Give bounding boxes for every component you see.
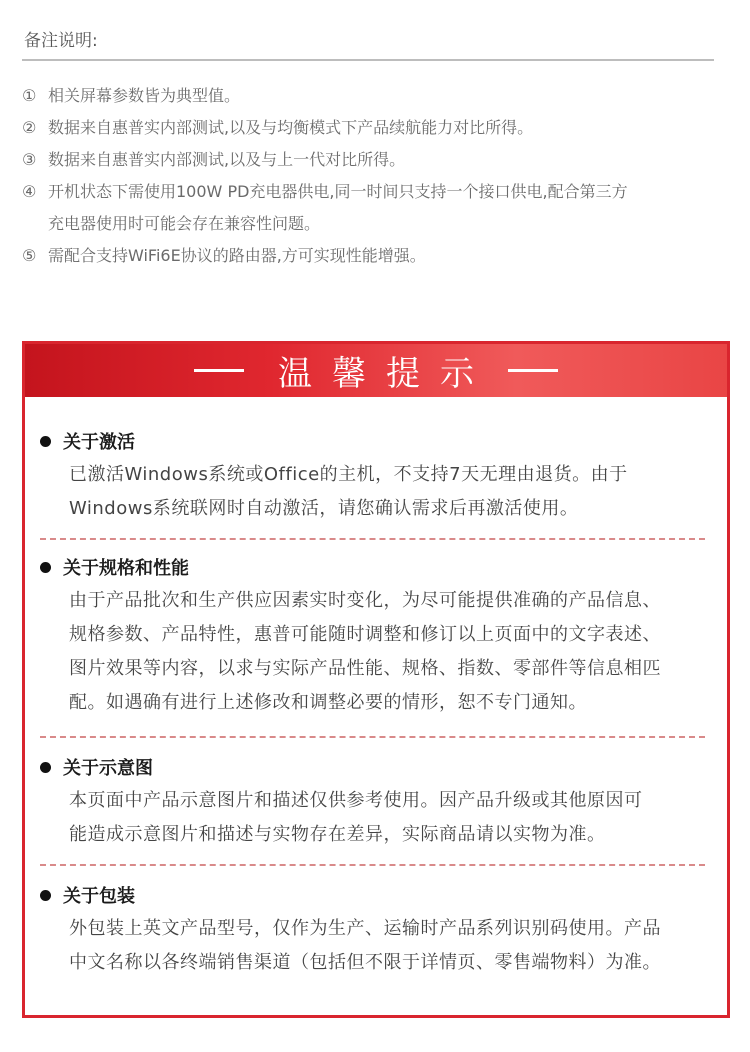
section-activation — [40, 428, 715, 526]
note-item — [22, 112, 722, 144]
bullet-icon — [40, 890, 51, 901]
body-line: 规格参数、产品特性，惠普可能随时调整和修订以上页面中的文字表述、 — [69, 624, 661, 645]
note-text: 相关屏幕参数皆为典型值。 — [48, 86, 241, 105]
body-line: Windows系统联网时自动激活，请您确认需求后再激活使用。 — [69, 498, 579, 519]
body-line: 已激活Windows系统或Office的主机，不支持7天无理由退货。由于 — [69, 464, 628, 485]
body-line: 中文名称以各终端销售渠道（包括但不限于详情页、零售端物料）为准。 — [69, 952, 661, 973]
body-line: 由于产品批次和生产供应因素实时变化，为尽可能提供准确的产品信息、 — [69, 590, 661, 611]
tips-title: 温馨提示 — [278, 354, 494, 394]
banner-dash-right — [508, 369, 558, 372]
body-line: 配。如遇确有进行上述修改和调整必要的情形，恕不专门通知。 — [69, 692, 587, 713]
note-continuation: 充电器使用时可能会存在兼容性问题。 — [48, 214, 321, 233]
section-heading — [40, 428, 715, 458]
section-diagram — [40, 754, 715, 852]
bullet-icon — [40, 762, 51, 773]
bullet-icon — [40, 562, 51, 573]
note-number: ① — [22, 86, 37, 105]
note-number: ③ — [22, 150, 37, 169]
notes-list — [22, 80, 722, 272]
note-item — [22, 176, 722, 240]
banner-dash-left — [194, 369, 244, 372]
note-item — [22, 144, 722, 176]
section-body — [40, 784, 715, 852]
section-divider — [40, 864, 705, 866]
note-text: 需配合支持WiFi6E协议的路由器,方可实现性能增强。 — [48, 246, 426, 265]
bullet-icon — [40, 436, 51, 447]
note-number: ② — [22, 118, 37, 137]
section-heading-text: 关于包装 — [63, 886, 135, 907]
section-heading-text: 关于激活 — [63, 432, 135, 453]
note-number: ④ — [22, 182, 37, 201]
section-heading — [40, 754, 715, 784]
body-line: 本页面中产品示意图片和描述仅供参考使用。因产品升级或其他原因可 — [69, 790, 643, 811]
note-text: 数据来自惠普实内部测试,以及与上一代对比所得。 — [48, 150, 406, 169]
body-line: 外包装上英文产品型号，仅作为生产、运输时产品系列识别码使用。产品 — [69, 918, 661, 939]
body-line: 图片效果等内容，以求与实际产品性能、规格、指数、零部件等信息相匹 — [69, 658, 661, 679]
section-heading — [40, 554, 715, 584]
note-item — [22, 240, 722, 272]
section-heading-text: 关于示意图 — [63, 758, 153, 779]
section-specs — [40, 554, 715, 720]
section-body — [40, 912, 715, 980]
body-line: 能造成示意图片和描述与实物存在差异，实际商品请以实物为准。 — [69, 824, 606, 845]
note-text: 开机状态下需使用100W PD充电器供电,同一时间只支持一个接口供电,配合第三方 — [48, 182, 628, 201]
notes-header: 备注说明: — [24, 31, 98, 51]
section-body — [40, 584, 715, 720]
section-packaging — [40, 882, 715, 980]
section-heading — [40, 882, 715, 912]
section-body — [40, 458, 715, 526]
tips-box — [22, 341, 730, 1018]
note-text: 数据来自惠普实内部测试,以及与均衡模式下产品续航能力对比所得。 — [48, 118, 534, 137]
section-divider — [40, 538, 705, 540]
note-item — [22, 80, 722, 112]
tips-banner — [25, 344, 727, 397]
section-divider — [40, 736, 705, 738]
header-divider — [22, 59, 714, 61]
note-number: ⑤ — [22, 246, 37, 265]
section-heading-text: 关于规格和性能 — [63, 558, 189, 579]
